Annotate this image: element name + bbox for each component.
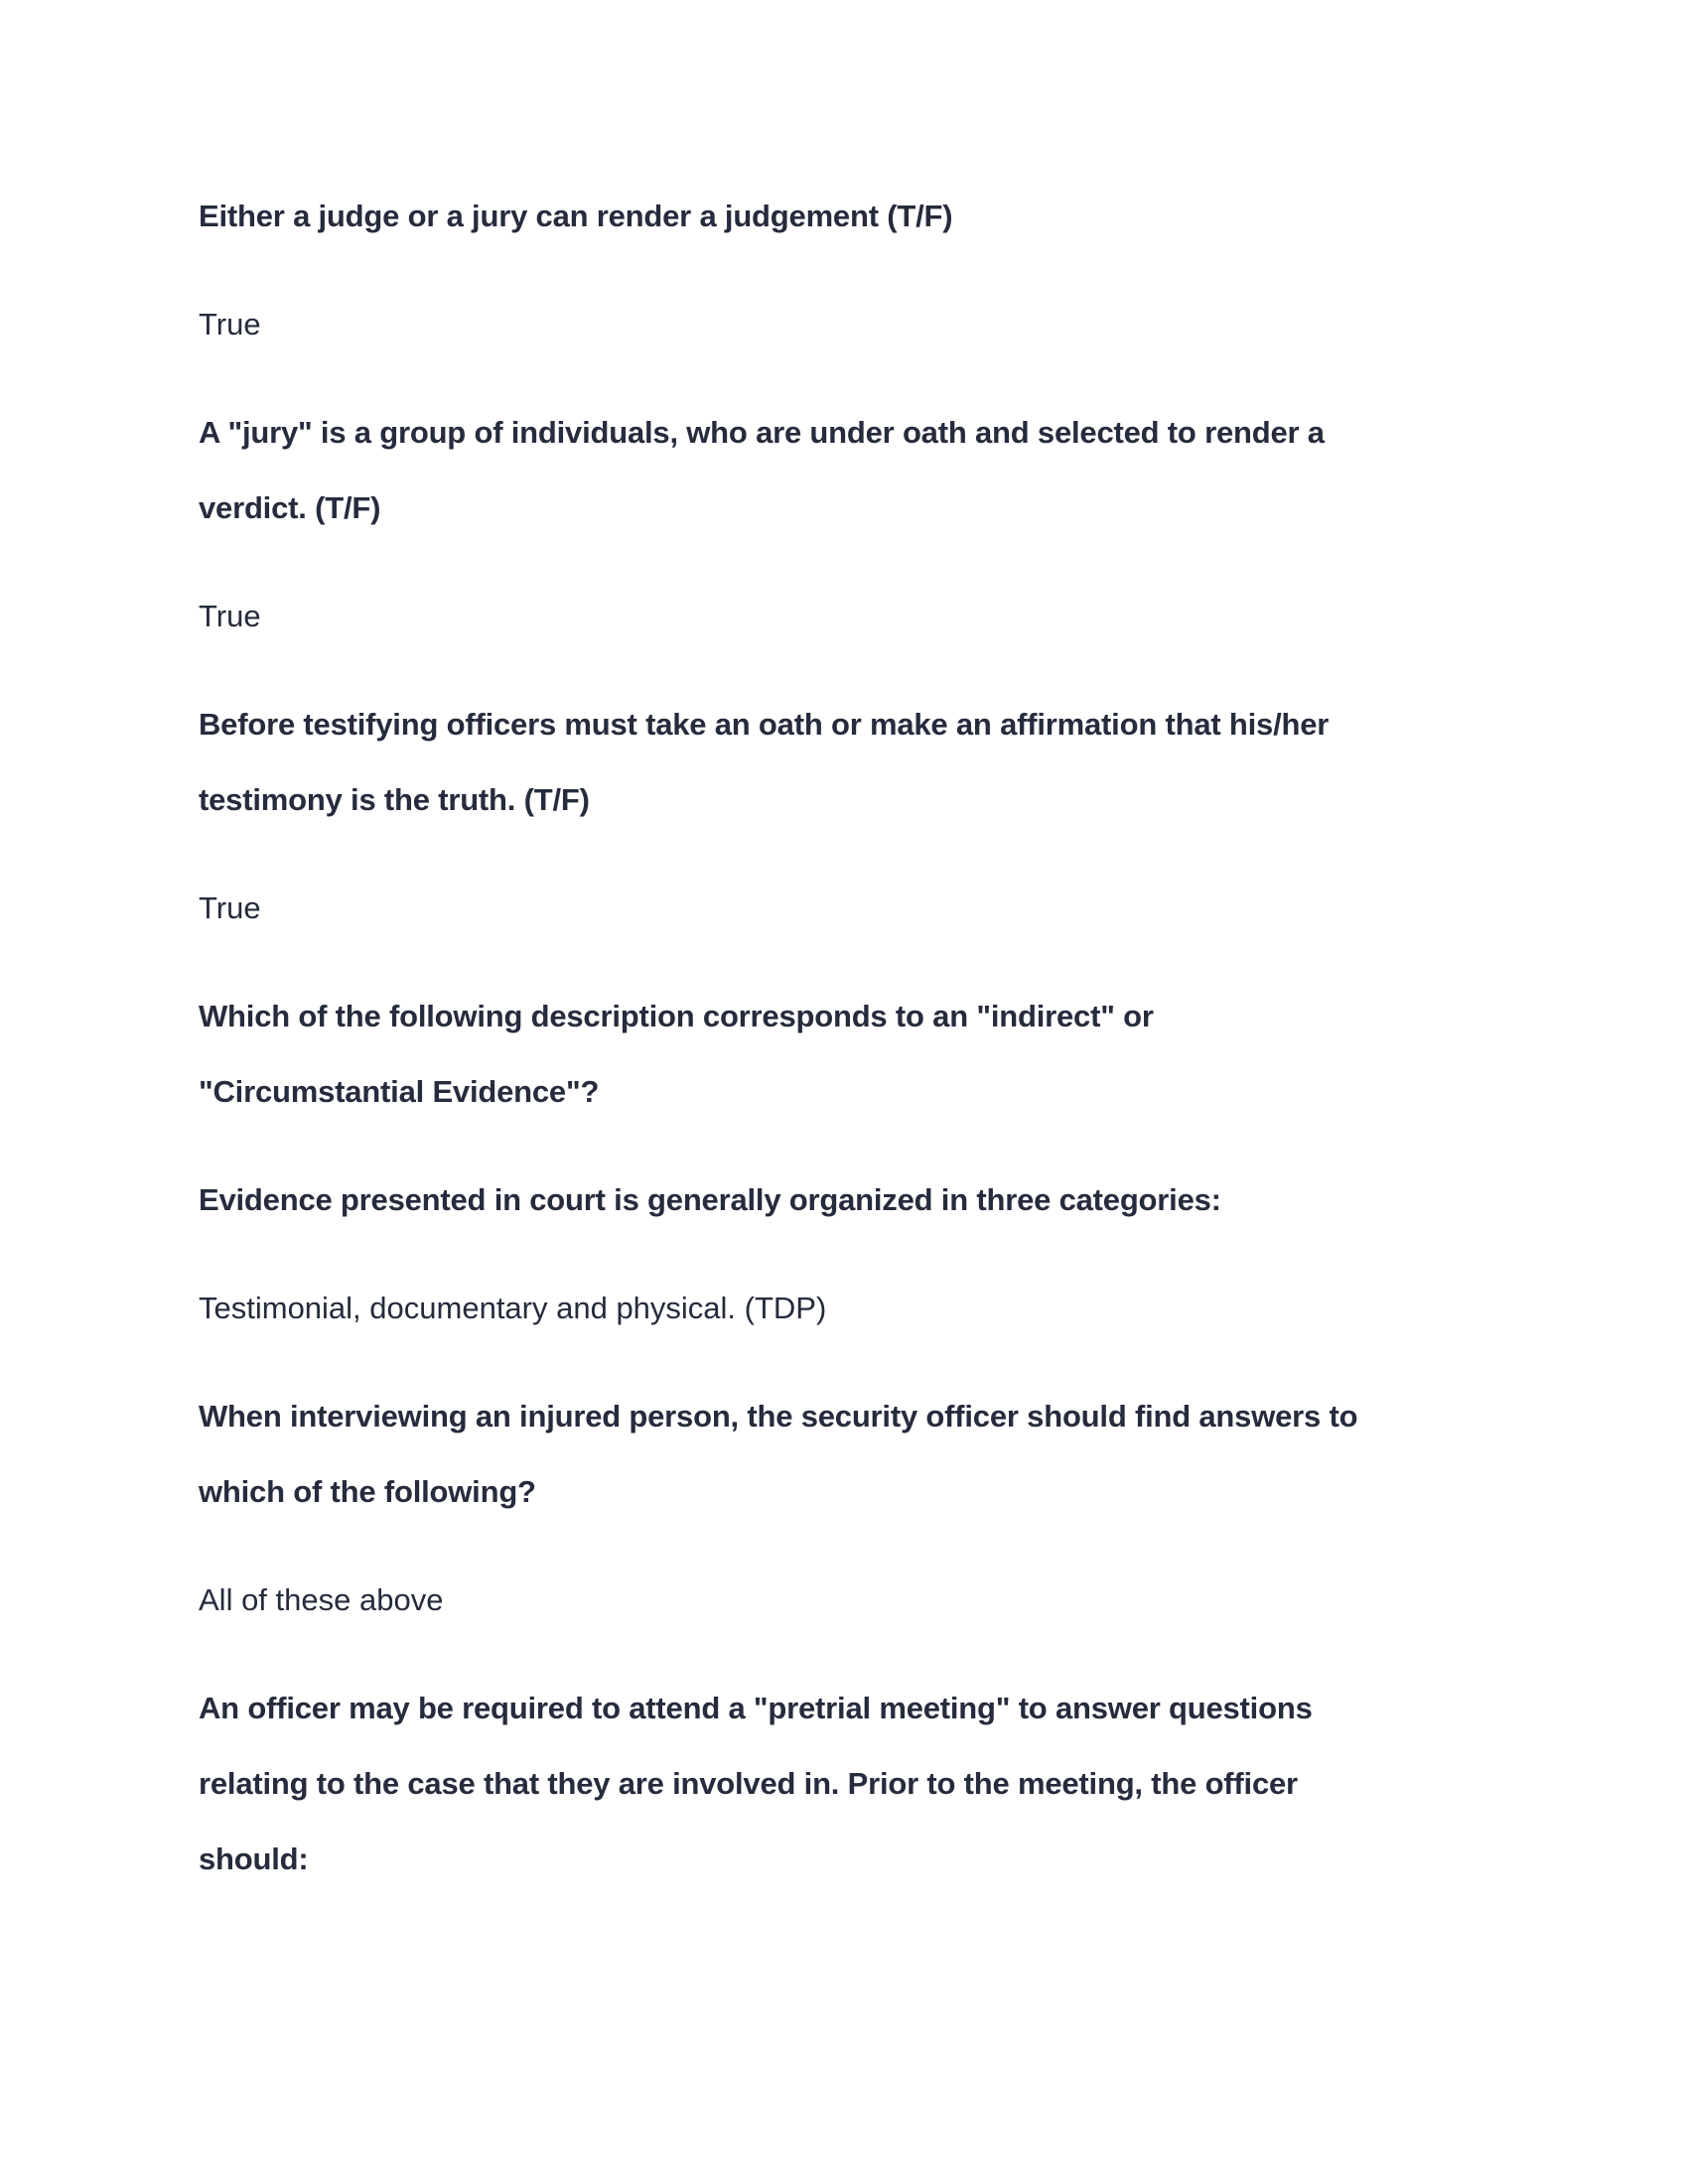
answer-5 bbox=[199, 1271, 1509, 1346]
answer-text-line: True bbox=[199, 890, 261, 925]
answer-1 bbox=[199, 287, 1509, 362]
question-text-line: should: bbox=[199, 1842, 309, 1876]
answer-text-line: True bbox=[199, 599, 261, 633]
question-text-line: which of the following? bbox=[199, 1474, 536, 1509]
answer-2 bbox=[199, 579, 1509, 654]
question-4 bbox=[199, 979, 1509, 1130]
answer-text-line: All of these above bbox=[199, 1582, 444, 1617]
question-text-line: testimony is the truth. (T/F) bbox=[199, 782, 590, 817]
question-text-line: verdict. (T/F) bbox=[199, 490, 381, 525]
answer-3 bbox=[199, 871, 1509, 946]
question-text-line: An officer may be required to attend a "pretrial meeting" to answer questions bbox=[199, 1691, 1313, 1725]
question-text-line: A "jury" is a group of individuals, who are under oath and selected to render a bbox=[199, 415, 1325, 450]
question-text-line: Either a judge or a jury can render a judgement (T/F) bbox=[199, 199, 953, 233]
question-7 bbox=[199, 1671, 1509, 1897]
question-text-line: Which of the following description corresponds to an "indirect" or bbox=[199, 999, 1154, 1033]
question-text-line: relating to the case that they are involved in. Prior to the meeting, the officer bbox=[199, 1766, 1298, 1801]
answer-6 bbox=[199, 1563, 1509, 1638]
answer-text-line: Testimonial, documentary and physical. (TDP) bbox=[199, 1291, 827, 1325]
question-5 bbox=[199, 1162, 1509, 1238]
question-text-line: Before testifying officers must take an oath or make an affirmation that his/her bbox=[199, 707, 1330, 742]
question-text-line: "Circumstantial Evidence"? bbox=[199, 1074, 600, 1109]
document-page bbox=[199, 179, 1509, 1930]
question-3 bbox=[199, 687, 1509, 838]
question-1 bbox=[199, 179, 1509, 254]
question-text-line: When interviewing an injured person, the security officer should find answers to bbox=[199, 1399, 1358, 1433]
question-6 bbox=[199, 1379, 1509, 1530]
question-text-line: Evidence presented in court is generally organized in three categories: bbox=[199, 1182, 1221, 1217]
question-2 bbox=[199, 395, 1509, 546]
answer-text-line: True bbox=[199, 307, 261, 341]
